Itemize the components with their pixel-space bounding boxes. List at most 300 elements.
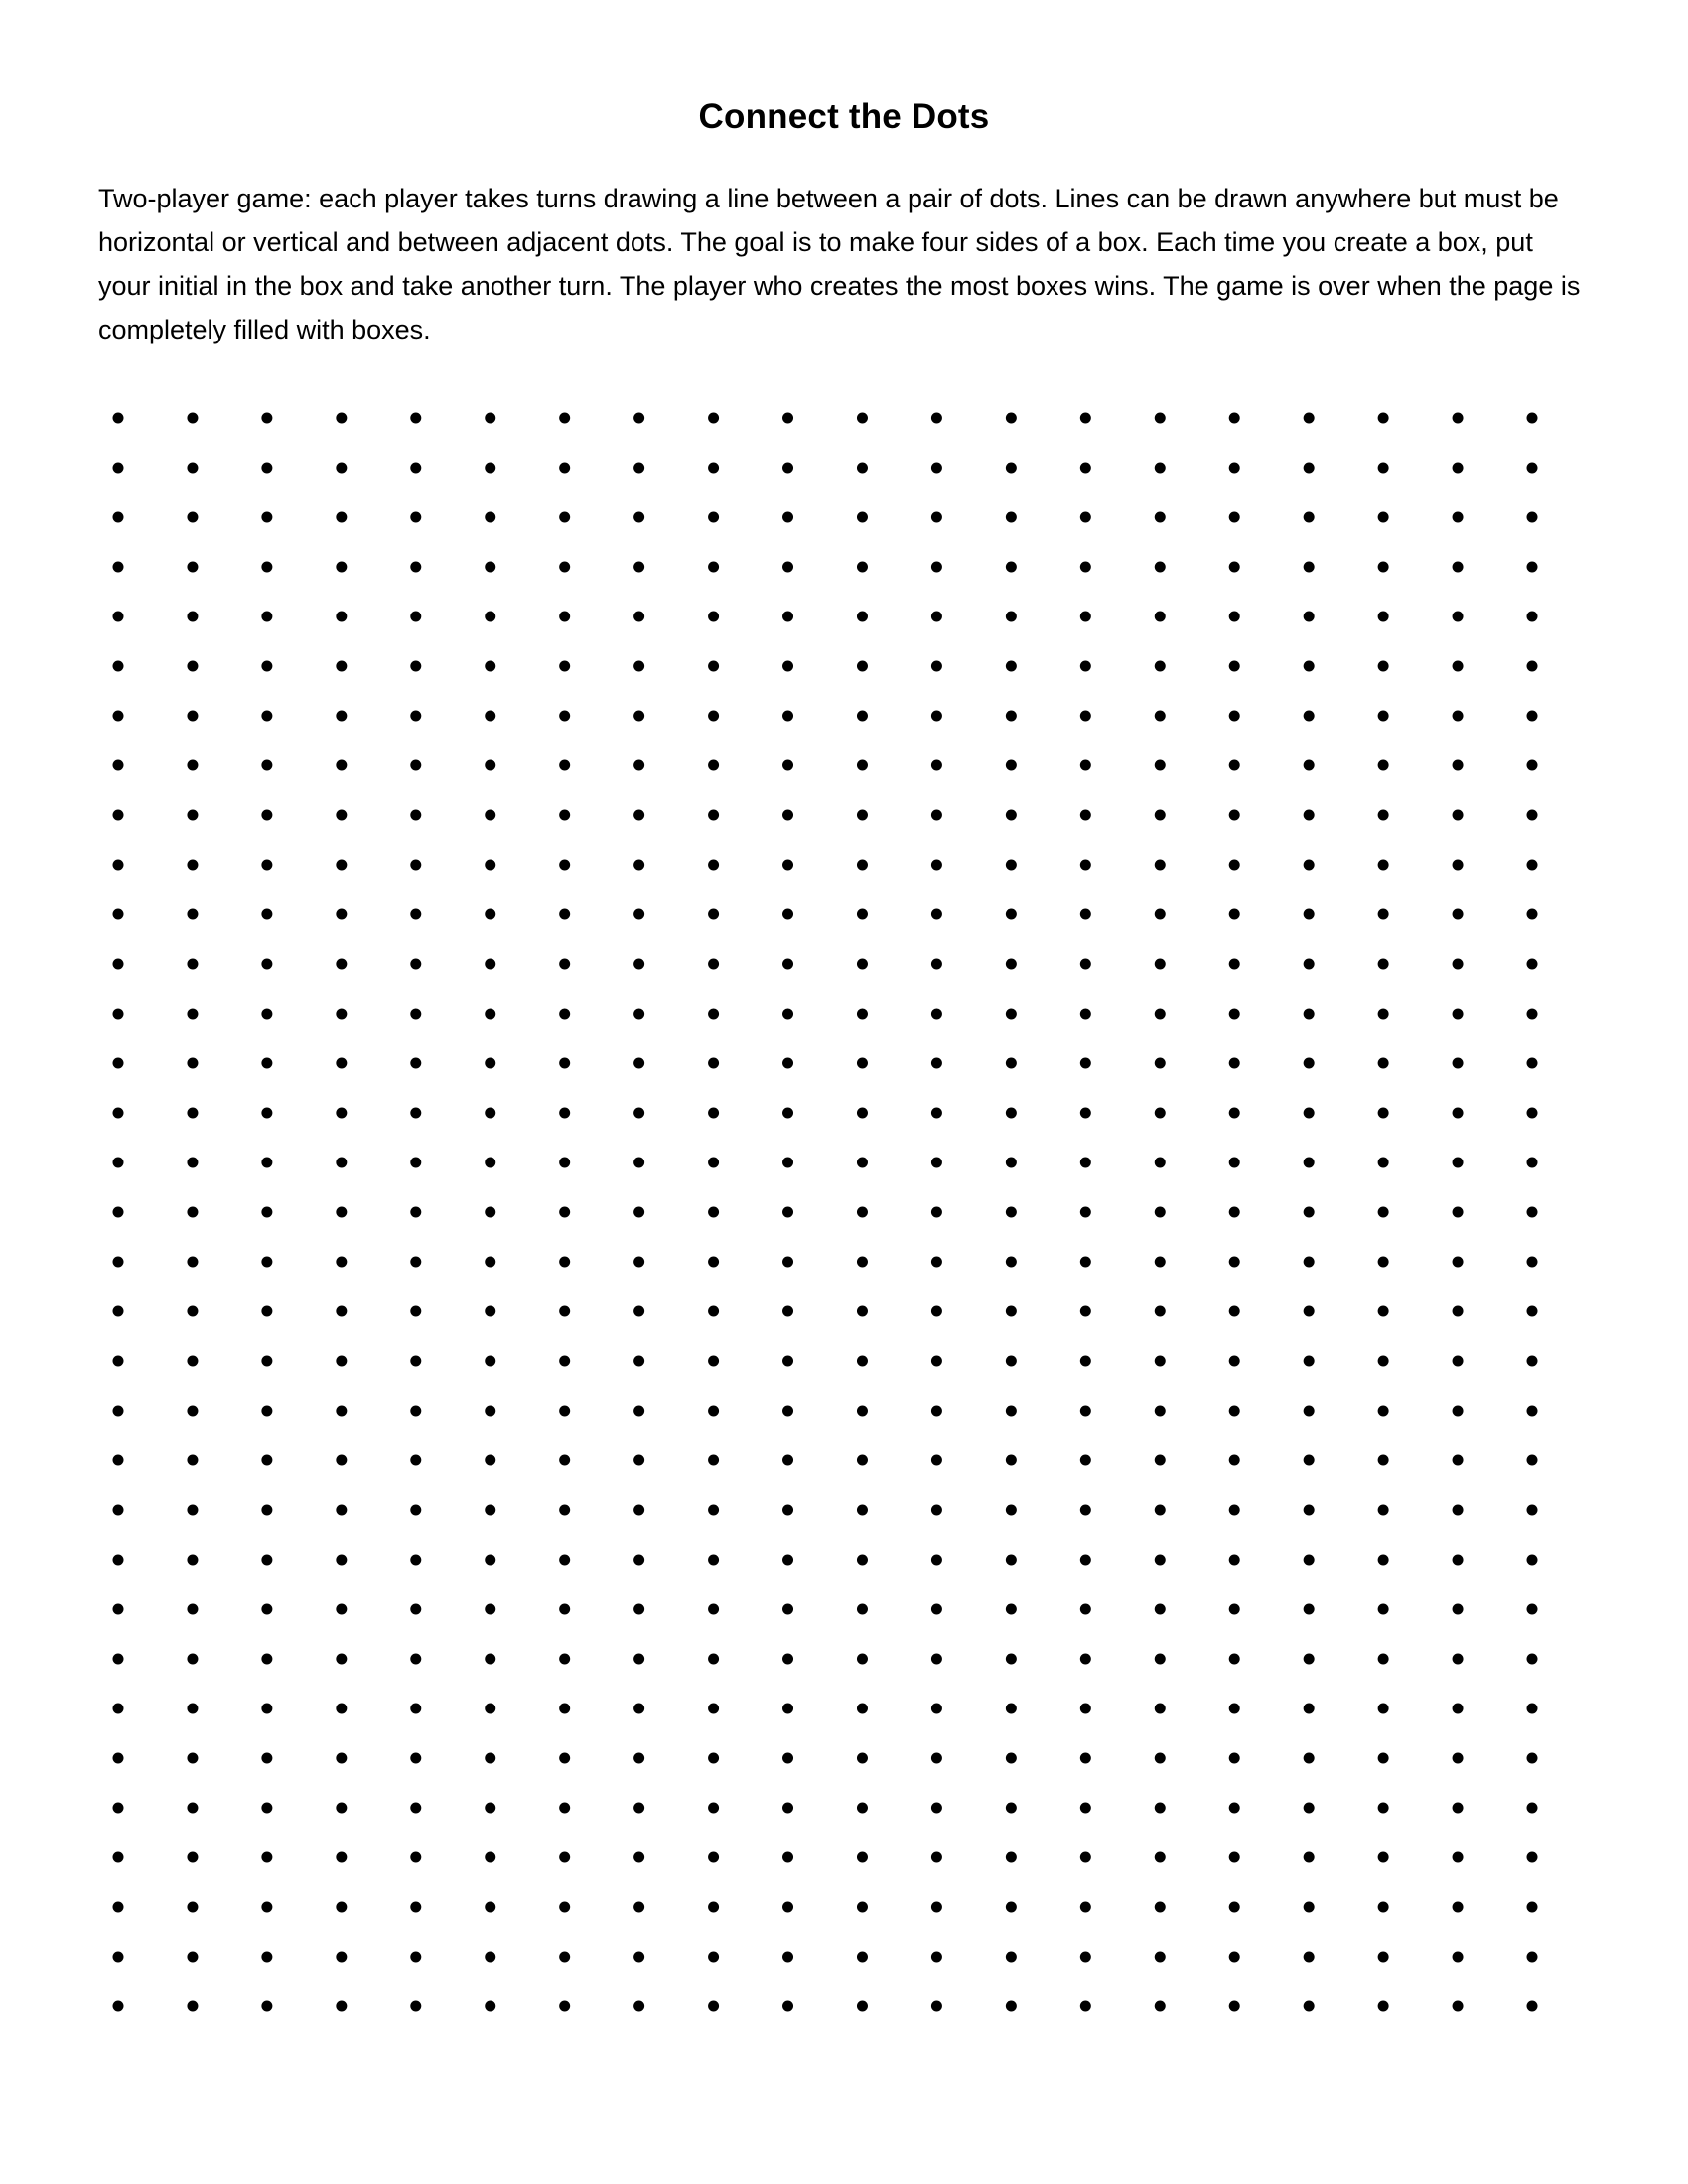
grid-dot[interactable] (336, 463, 347, 474)
grid-dot[interactable] (336, 1108, 347, 1119)
grid-dot[interactable] (1155, 1158, 1166, 1168)
grid-dot[interactable] (857, 1952, 868, 1963)
grid-dot[interactable] (261, 1852, 272, 1863)
grid-dot[interactable] (261, 562, 272, 573)
grid-dot[interactable] (931, 413, 942, 424)
grid-dot[interactable] (1453, 1306, 1464, 1317)
grid-dot[interactable] (485, 959, 495, 970)
grid-dot[interactable] (708, 1058, 719, 1069)
grid-dot[interactable] (1155, 711, 1166, 722)
grid-dot[interactable] (708, 711, 719, 722)
grid-dot[interactable] (1453, 1505, 1464, 1516)
grid-dot[interactable] (410, 463, 421, 474)
grid-dot[interactable] (261, 1902, 272, 1913)
grid-dot[interactable] (1527, 909, 1538, 920)
grid-dot[interactable] (931, 810, 942, 821)
grid-dot[interactable] (857, 1257, 868, 1268)
grid-dot[interactable] (1378, 1753, 1389, 1764)
grid-dot[interactable] (336, 1158, 347, 1168)
grid-dot[interactable] (1155, 909, 1166, 920)
grid-dot[interactable] (1006, 512, 1017, 523)
grid-dot[interactable] (1080, 1108, 1091, 1119)
grid-dot[interactable] (782, 1009, 793, 1020)
grid-dot[interactable] (931, 1257, 942, 1268)
grid-dot[interactable] (708, 1654, 719, 1665)
grid-dot[interactable] (857, 1852, 868, 1863)
grid-dot[interactable] (1304, 810, 1315, 821)
grid-dot[interactable] (410, 1207, 421, 1218)
grid-dot[interactable] (485, 1356, 495, 1367)
grid-dot[interactable] (336, 711, 347, 722)
grid-dot[interactable] (931, 711, 942, 722)
grid-dot[interactable] (708, 1753, 719, 1764)
grid-dot[interactable] (1304, 711, 1315, 722)
grid-dot[interactable] (857, 2001, 868, 2012)
grid-dot[interactable] (782, 1356, 793, 1367)
grid-dot[interactable] (336, 1257, 347, 1268)
grid-dot[interactable] (336, 760, 347, 771)
grid-dot[interactable] (1155, 562, 1166, 573)
grid-dot[interactable] (857, 512, 868, 523)
grid-dot[interactable] (1080, 1952, 1091, 1963)
grid-dot[interactable] (1453, 661, 1464, 672)
grid-dot[interactable] (1453, 711, 1464, 722)
grid-dot[interactable] (1453, 1902, 1464, 1913)
grid-dot[interactable] (113, 1455, 124, 1466)
grid-dot[interactable] (1155, 1654, 1166, 1665)
grid-dot[interactable] (1080, 1753, 1091, 1764)
grid-dot[interactable] (1229, 562, 1240, 573)
grid-dot[interactable] (559, 1406, 570, 1417)
grid-dot[interactable] (857, 1356, 868, 1367)
grid-dot[interactable] (187, 959, 198, 970)
grid-dot[interactable] (708, 661, 719, 672)
grid-dot[interactable] (1304, 1803, 1315, 1814)
grid-dot[interactable] (336, 1505, 347, 1516)
grid-dot[interactable] (1155, 1108, 1166, 1119)
grid-dot[interactable] (931, 860, 942, 871)
grid-dot[interactable] (1006, 1952, 1017, 1963)
grid-dot[interactable] (1527, 1803, 1538, 1814)
grid-dot[interactable] (1006, 562, 1017, 573)
grid-dot[interactable] (187, 1455, 198, 1466)
grid-dot[interactable] (633, 661, 644, 672)
grid-dot[interactable] (485, 909, 495, 920)
grid-dot[interactable] (633, 612, 644, 622)
grid-dot[interactable] (1155, 760, 1166, 771)
grid-dot[interactable] (1527, 512, 1538, 523)
grid-dot[interactable] (782, 1852, 793, 1863)
grid-dot[interactable] (1527, 1555, 1538, 1566)
grid-dot[interactable] (336, 1009, 347, 1020)
grid-dot[interactable] (1229, 1604, 1240, 1615)
grid-dot[interactable] (633, 810, 644, 821)
grid-dot[interactable] (485, 612, 495, 622)
grid-dot[interactable] (187, 1952, 198, 1963)
grid-dot[interactable] (1378, 1902, 1389, 1913)
grid-dot[interactable] (559, 1803, 570, 1814)
grid-dot[interactable] (708, 1952, 719, 1963)
grid-dot[interactable] (336, 810, 347, 821)
grid-dot[interactable] (1080, 1306, 1091, 1317)
grid-dot[interactable] (1304, 1704, 1315, 1714)
grid-dot[interactable] (931, 661, 942, 672)
grid-dot[interactable] (1453, 1654, 1464, 1665)
grid-dot[interactable] (633, 1257, 644, 1268)
grid-dot[interactable] (559, 1257, 570, 1268)
grid-dot[interactable] (1378, 2001, 1389, 2012)
grid-dot[interactable] (113, 1207, 124, 1218)
grid-dot[interactable] (633, 562, 644, 573)
grid-dot[interactable] (113, 1058, 124, 1069)
grid-dot[interactable] (708, 1803, 719, 1814)
grid-dot[interactable] (485, 1058, 495, 1069)
grid-dot[interactable] (633, 909, 644, 920)
grid-dot[interactable] (1378, 909, 1389, 920)
grid-dot[interactable] (931, 1704, 942, 1714)
grid-dot[interactable] (857, 1306, 868, 1317)
grid-dot[interactable] (1155, 1207, 1166, 1218)
grid-dot[interactable] (1006, 612, 1017, 622)
grid-dot[interactable] (1453, 1852, 1464, 1863)
grid-dot[interactable] (261, 1058, 272, 1069)
grid-dot[interactable] (1304, 661, 1315, 672)
grid-dot[interactable] (261, 860, 272, 871)
grid-dot[interactable] (485, 1704, 495, 1714)
grid-dot[interactable] (559, 1555, 570, 1566)
grid-dot[interactable] (187, 1505, 198, 1516)
grid-dot[interactable] (336, 562, 347, 573)
grid-dot[interactable] (1229, 1009, 1240, 1020)
grid-dot[interactable] (1080, 1406, 1091, 1417)
grid-dot[interactable] (336, 1803, 347, 1814)
grid-dot[interactable] (187, 1753, 198, 1764)
grid-dot[interactable] (261, 1803, 272, 1814)
grid-dot[interactable] (1229, 1058, 1240, 1069)
grid-dot[interactable] (1378, 413, 1389, 424)
grid-dot[interactable] (782, 810, 793, 821)
grid-dot[interactable] (782, 1406, 793, 1417)
grid-dot[interactable] (1304, 1058, 1315, 1069)
grid-dot[interactable] (485, 711, 495, 722)
grid-dot[interactable] (113, 2001, 124, 2012)
grid-dot[interactable] (1229, 909, 1240, 920)
grid-dot[interactable] (1304, 2001, 1315, 2012)
grid-dot[interactable] (1378, 1803, 1389, 1814)
grid-dot[interactable] (410, 860, 421, 871)
grid-dot[interactable] (1304, 1753, 1315, 1764)
grid-dot[interactable] (782, 1257, 793, 1268)
grid-dot[interactable] (1378, 1356, 1389, 1367)
grid-dot[interactable] (1378, 1505, 1389, 1516)
grid-dot[interactable] (782, 1704, 793, 1714)
grid-dot[interactable] (1155, 810, 1166, 821)
grid-dot[interactable] (559, 1455, 570, 1466)
grid-dot[interactable] (485, 413, 495, 424)
grid-dot[interactable] (782, 1158, 793, 1168)
grid-dot[interactable] (336, 1207, 347, 1218)
grid-dot[interactable] (1080, 760, 1091, 771)
grid-dot[interactable] (261, 2001, 272, 2012)
grid-dot[interactable] (559, 1009, 570, 1020)
grid-dot[interactable] (559, 1158, 570, 1168)
grid-dot[interactable] (931, 463, 942, 474)
grid-dot[interactable] (1006, 909, 1017, 920)
grid-dot[interactable] (485, 512, 495, 523)
grid-dot[interactable] (633, 1952, 644, 1963)
grid-dot[interactable] (1527, 1654, 1538, 1665)
grid-dot[interactable] (1006, 463, 1017, 474)
grid-dot[interactable] (113, 413, 124, 424)
grid-dot[interactable] (187, 1306, 198, 1317)
grid-dot[interactable] (1304, 1852, 1315, 1863)
grid-dot[interactable] (1006, 959, 1017, 970)
grid-dot[interactable] (633, 1803, 644, 1814)
grid-dot[interactable] (1453, 512, 1464, 523)
grid-dot[interactable] (1080, 1207, 1091, 1218)
grid-dot[interactable] (782, 760, 793, 771)
grid-dot[interactable] (187, 512, 198, 523)
grid-dot[interactable] (931, 1306, 942, 1317)
grid-dot[interactable] (633, 1753, 644, 1764)
grid-dot[interactable] (1527, 562, 1538, 573)
grid-dot[interactable] (931, 1952, 942, 1963)
grid-dot[interactable] (1080, 1356, 1091, 1367)
grid-dot[interactable] (410, 661, 421, 672)
grid-dot[interactable] (708, 1257, 719, 1268)
grid-dot[interactable] (1527, 1009, 1538, 1020)
grid-dot[interactable] (1080, 1704, 1091, 1714)
grid-dot[interactable] (1006, 1158, 1017, 1168)
grid-dot[interactable] (485, 1952, 495, 1963)
grid-dot[interactable] (857, 1158, 868, 1168)
grid-dot[interactable] (1155, 1952, 1166, 1963)
grid-dot[interactable] (1527, 711, 1538, 722)
grid-dot[interactable] (708, 512, 719, 523)
grid-dot[interactable] (782, 1306, 793, 1317)
grid-dot[interactable] (1304, 1902, 1315, 1913)
grid-dot[interactable] (1229, 860, 1240, 871)
grid-dot[interactable] (1155, 1505, 1166, 1516)
grid-dot[interactable] (1229, 612, 1240, 622)
grid-dot[interactable] (1453, 1455, 1464, 1466)
grid-dot[interactable] (336, 1058, 347, 1069)
grid-dot[interactable] (1453, 1356, 1464, 1367)
grid-dot[interactable] (857, 1009, 868, 1020)
grid-dot[interactable] (1453, 810, 1464, 821)
grid-dot[interactable] (633, 1505, 644, 1516)
grid-dot[interactable] (187, 1009, 198, 1020)
grid-dot[interactable] (113, 760, 124, 771)
grid-dot[interactable] (782, 1505, 793, 1516)
grid-dot[interactable] (410, 1455, 421, 1466)
grid-dot[interactable] (708, 760, 719, 771)
grid-dot[interactable] (1229, 959, 1240, 970)
grid-dot[interactable] (1229, 1753, 1240, 1764)
grid-dot[interactable] (410, 1356, 421, 1367)
grid-dot[interactable] (1006, 1257, 1017, 1268)
grid-dot[interactable] (187, 1058, 198, 1069)
grid-dot[interactable] (113, 1654, 124, 1665)
grid-dot[interactable] (261, 661, 272, 672)
grid-dot[interactable] (261, 463, 272, 474)
grid-dot[interactable] (857, 959, 868, 970)
grid-dot[interactable] (1080, 1902, 1091, 1913)
grid-dot[interactable] (1378, 1257, 1389, 1268)
grid-dot[interactable] (931, 1158, 942, 1168)
grid-dot[interactable] (410, 1406, 421, 1417)
grid-dot[interactable] (857, 1505, 868, 1516)
grid-dot[interactable] (261, 1306, 272, 1317)
grid-dot[interactable] (1155, 413, 1166, 424)
grid-dot[interactable] (1155, 959, 1166, 970)
grid-dot[interactable] (708, 959, 719, 970)
grid-dot[interactable] (931, 1654, 942, 1665)
grid-dot[interactable] (1006, 1406, 1017, 1417)
grid-dot[interactable] (113, 909, 124, 920)
grid-dot[interactable] (1453, 1257, 1464, 1268)
grid-dot[interactable] (1527, 1108, 1538, 1119)
grid-dot[interactable] (1378, 1009, 1389, 1020)
grid-dot[interactable] (708, 1158, 719, 1168)
grid-dot[interactable] (261, 1356, 272, 1367)
grid-dot[interactable] (1229, 1505, 1240, 1516)
grid-dot[interactable] (1304, 1108, 1315, 1119)
grid-dot[interactable] (261, 1555, 272, 1566)
grid-dot[interactable] (410, 1108, 421, 1119)
grid-dot[interactable] (559, 1704, 570, 1714)
grid-dot[interactable] (410, 1604, 421, 1615)
grid-dot[interactable] (782, 1753, 793, 1764)
grid-dot[interactable] (187, 1902, 198, 1913)
grid-dot[interactable] (113, 1952, 124, 1963)
grid-dot[interactable] (261, 760, 272, 771)
grid-dot[interactable] (1229, 1455, 1240, 1466)
grid-dot[interactable] (1527, 1952, 1538, 1963)
grid-dot[interactable] (708, 909, 719, 920)
grid-dot[interactable] (1453, 1704, 1464, 1714)
grid-dot[interactable] (1080, 810, 1091, 821)
grid-dot[interactable] (708, 1555, 719, 1566)
grid-dot[interactable] (633, 1555, 644, 1566)
grid-dot[interactable] (410, 1902, 421, 1913)
grid-dot[interactable] (633, 1455, 644, 1466)
grid-dot[interactable] (1453, 413, 1464, 424)
grid-dot[interactable] (931, 1207, 942, 1218)
grid-dot[interactable] (113, 1505, 124, 1516)
grid-dot[interactable] (113, 860, 124, 871)
grid-dot[interactable] (931, 1058, 942, 1069)
grid-dot[interactable] (261, 1753, 272, 1764)
grid-dot[interactable] (1527, 413, 1538, 424)
grid-dot[interactable] (1229, 1356, 1240, 1367)
grid-dot[interactable] (187, 1704, 198, 1714)
grid-dot[interactable] (1527, 810, 1538, 821)
grid-dot[interactable] (1453, 1803, 1464, 1814)
grid-dot[interactable] (559, 413, 570, 424)
grid-dot[interactable] (1080, 1058, 1091, 1069)
grid-dot[interactable] (187, 2001, 198, 2012)
grid-dot[interactable] (113, 1406, 124, 1417)
grid-dot[interactable] (559, 512, 570, 523)
grid-dot[interactable] (857, 1406, 868, 1417)
grid-dot[interactable] (1378, 1108, 1389, 1119)
grid-dot[interactable] (559, 711, 570, 722)
grid-dot[interactable] (1453, 1058, 1464, 1069)
grid-dot[interactable] (559, 1852, 570, 1863)
grid-dot[interactable] (782, 463, 793, 474)
grid-dot[interactable] (336, 1654, 347, 1665)
grid-dot[interactable] (1304, 1555, 1315, 1566)
grid-dot[interactable] (559, 1207, 570, 1218)
grid-dot[interactable] (1229, 413, 1240, 424)
grid-dot[interactable] (1080, 1455, 1091, 1466)
grid-dot[interactable] (708, 860, 719, 871)
grid-dot[interactable] (410, 1654, 421, 1665)
grid-dot[interactable] (187, 1108, 198, 1119)
grid-dot[interactable] (485, 860, 495, 871)
grid-dot[interactable] (485, 661, 495, 672)
grid-dot[interactable] (1527, 1306, 1538, 1317)
grid-dot[interactable] (336, 1306, 347, 1317)
grid-dot[interactable] (187, 909, 198, 920)
grid-dot[interactable] (1155, 1704, 1166, 1714)
grid-dot[interactable] (261, 959, 272, 970)
grid-dot[interactable] (931, 909, 942, 920)
grid-dot[interactable] (1080, 612, 1091, 622)
grid-dot[interactable] (1155, 860, 1166, 871)
grid-dot[interactable] (1527, 1455, 1538, 1466)
grid-dot[interactable] (1527, 1505, 1538, 1516)
grid-dot[interactable] (261, 1406, 272, 1417)
grid-dot[interactable] (857, 463, 868, 474)
grid-dot[interactable] (1378, 711, 1389, 722)
grid-dot[interactable] (633, 1852, 644, 1863)
grid-dot[interactable] (1453, 760, 1464, 771)
grid-dot[interactable] (1378, 860, 1389, 871)
grid-dot[interactable] (1229, 1852, 1240, 1863)
grid-dot[interactable] (1378, 760, 1389, 771)
grid-dot[interactable] (782, 1058, 793, 1069)
grid-dot[interactable] (1378, 1704, 1389, 1714)
grid-dot[interactable] (1080, 512, 1091, 523)
grid-dot[interactable] (113, 1108, 124, 1119)
grid-dot[interactable] (336, 2001, 347, 2012)
grid-dot[interactable] (559, 1604, 570, 1615)
grid-dot[interactable] (187, 661, 198, 672)
grid-dot[interactable] (1155, 1455, 1166, 1466)
grid-dot[interactable] (782, 562, 793, 573)
grid-dot[interactable] (410, 562, 421, 573)
grid-dot[interactable] (708, 612, 719, 622)
grid-dot[interactable] (1155, 1058, 1166, 1069)
grid-dot[interactable] (708, 1505, 719, 1516)
grid-dot[interactable] (1155, 1803, 1166, 1814)
grid-dot[interactable] (410, 612, 421, 622)
grid-dot[interactable] (485, 1505, 495, 1516)
grid-dot[interactable] (782, 1952, 793, 1963)
grid-dot[interactable] (708, 2001, 719, 2012)
grid-dot[interactable] (1229, 711, 1240, 722)
grid-dot[interactable] (708, 1604, 719, 1615)
grid-dot[interactable] (1006, 1803, 1017, 1814)
grid-dot[interactable] (782, 1207, 793, 1218)
grid-dot[interactable] (559, 1952, 570, 1963)
grid-dot[interactable] (1453, 860, 1464, 871)
grid-dot[interactable] (559, 860, 570, 871)
grid-dot[interactable] (1453, 1207, 1464, 1218)
grid-dot[interactable] (1527, 1852, 1538, 1863)
